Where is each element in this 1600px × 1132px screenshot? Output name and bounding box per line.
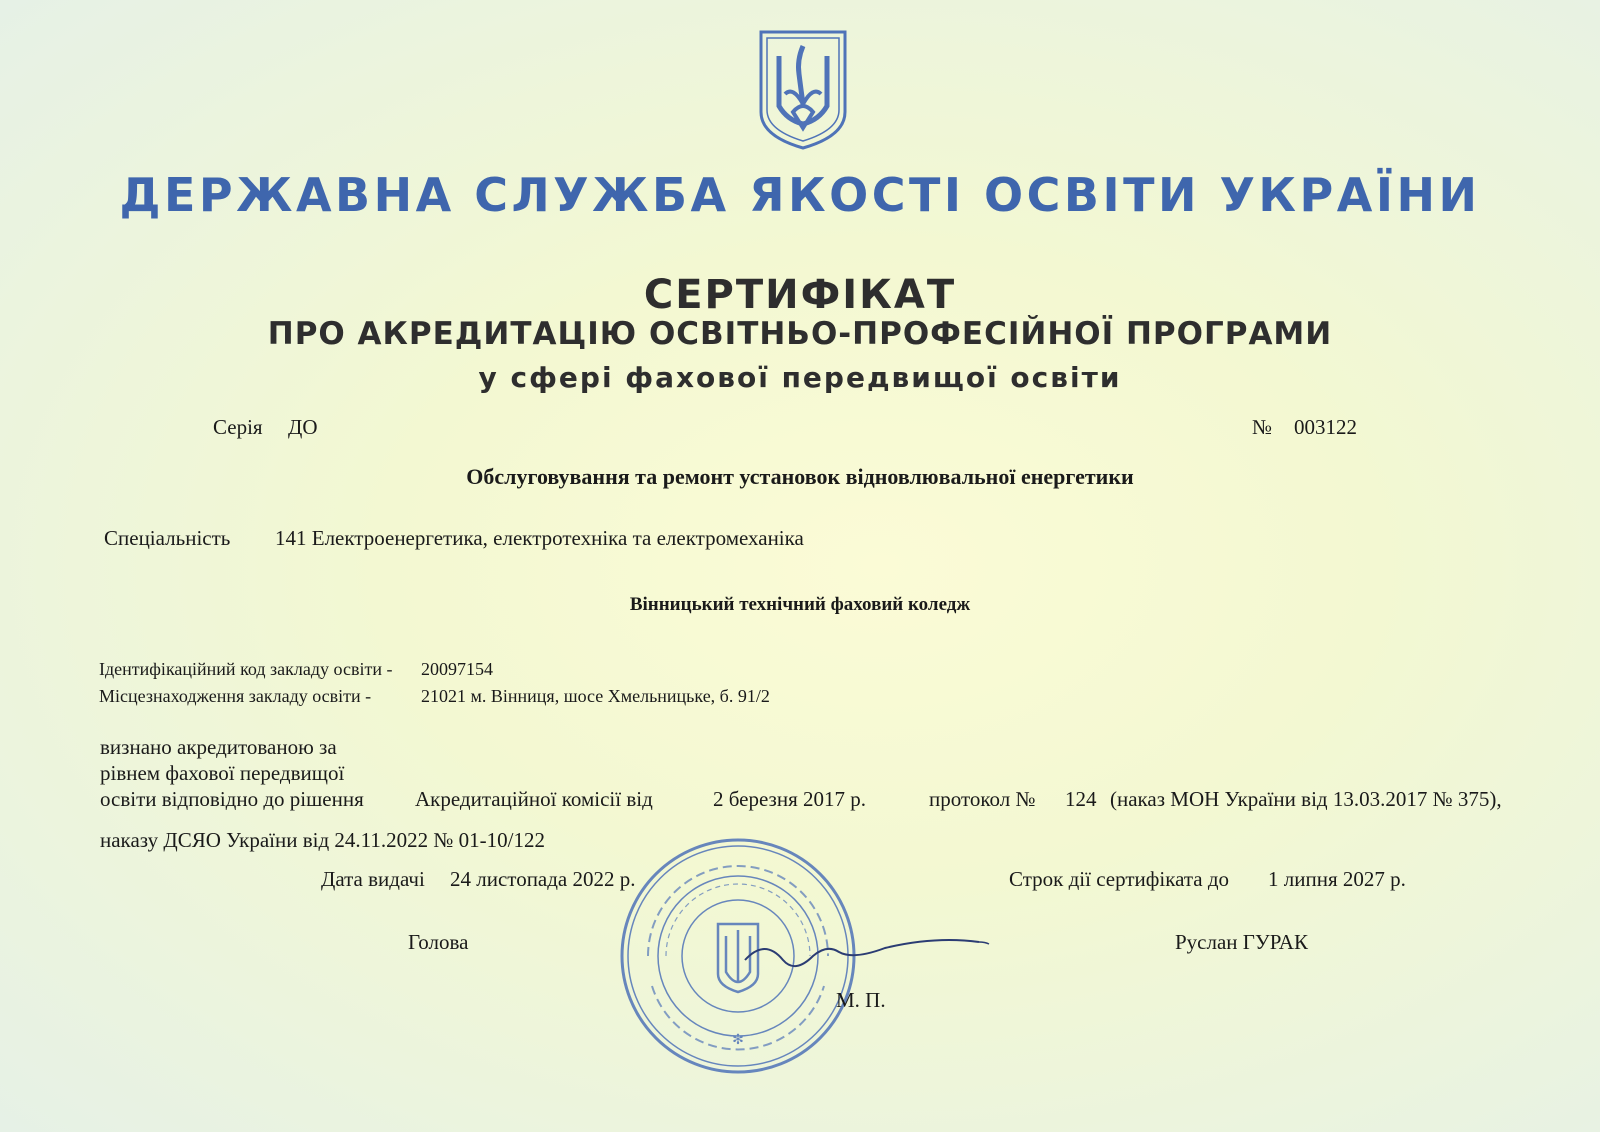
protocol-number: 124 — [1065, 787, 1097, 811]
accreditation-line-1: визнано акредитованою за — [100, 735, 337, 759]
mon-order-note: (наказ МОН України від 13.03.2017 № 375), — [1110, 787, 1502, 811]
program-name: Обслуговування та ремонт установок відновлювальної енергетики — [466, 464, 1134, 489]
specialty-value: 141 Електроенергетика, електротехніка та електромеханіка — [275, 526, 804, 550]
issue-date-label: Дата видачі — [321, 867, 425, 891]
signatory-name: Руслан ГУРАК — [1175, 930, 1308, 954]
series-label: Серія — [213, 415, 263, 439]
validity-value: 1 липня 2027 р. — [1268, 867, 1406, 891]
id-code-label: Ідентифікаційний код закладу освіти - — [99, 659, 393, 679]
agency-name: ДЕРЖАВНА СЛУЖБА ЯКОСТІ ОСВІТИ УКРАЇНИ — [119, 168, 1481, 222]
dsyao-order: наказу ДСЯО України від 24.11.2022 № 01-10/122 — [100, 828, 545, 852]
validity-label: Строк дії сертифіката до — [1009, 867, 1230, 891]
location-label: Місцезнаходження закладу освіти - — [99, 686, 372, 706]
certificate-title: СЕРТИФІКАТ — [643, 272, 957, 318]
issue-date-value: 24 листопада 2022 р. — [450, 867, 636, 891]
certificate-scope: у сфері фахової передвищої освіти — [478, 361, 1122, 394]
signature — [735, 930, 995, 990]
location-value: 21021 м. Вінниця, шосе Хмельницьке, б. 91/2 — [421, 686, 770, 706]
institution-name: Вінницький технічний фаховий коледж — [629, 594, 971, 615]
commission-label: Акредитаційної комісії від — [415, 787, 653, 811]
protocol-label: протокол № — [929, 787, 1036, 811]
number-value: 003122 — [1294, 415, 1357, 439]
commission-date: 2 березня 2017 р. — [713, 787, 866, 811]
id-code-value: 20097154 — [421, 659, 493, 679]
accreditation-line-2: рівнем фахової передвищої — [100, 761, 345, 785]
trident-coat-of-arms-icon — [757, 28, 849, 152]
svg-text:✻: ✻ — [732, 1032, 744, 1048]
accreditation-line-3: освіти відповідно до рішення — [100, 787, 364, 811]
signatory-position: Голова — [408, 930, 469, 954]
specialty-label: Спеціальність — [104, 526, 231, 550]
number-label: № — [1252, 415, 1273, 439]
stamp-place-label: М. П. — [836, 988, 886, 1012]
certificate-subtitle: ПРО АКРЕДИТАЦІЮ ОСВІТНЬО-ПРОФЕСІЙНОЇ ПРОГРАМИ — [267, 316, 1333, 352]
series-value: ДО — [288, 415, 318, 439]
